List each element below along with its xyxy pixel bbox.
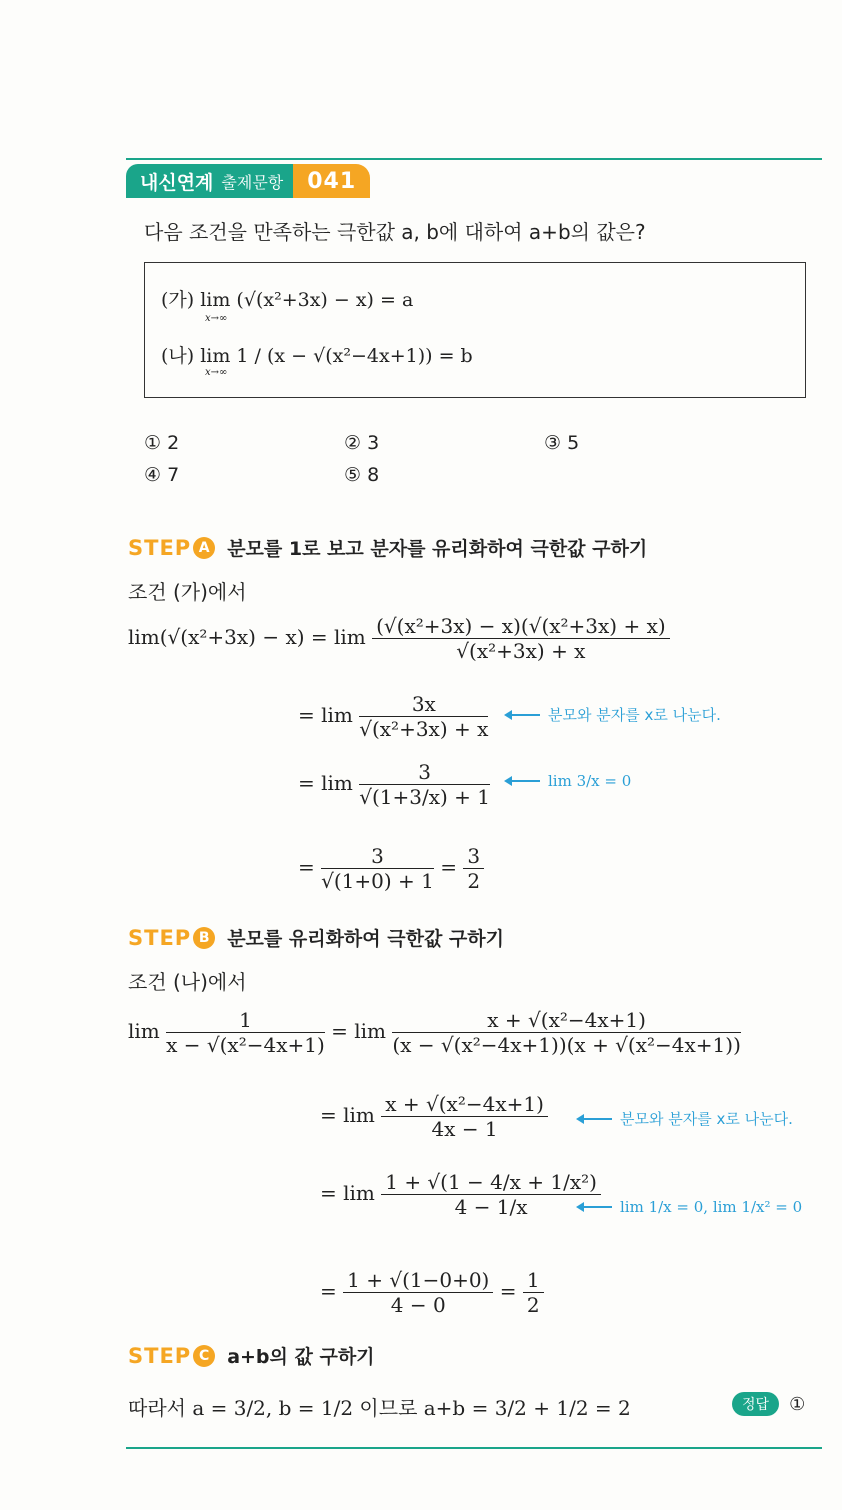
choice-4[interactable]: ④ 7 (144, 464, 180, 486)
condition-ga (161, 285, 413, 312)
step-a-line3-num: 3 (359, 760, 490, 785)
step-b-letter: B (193, 927, 215, 949)
answer (732, 1392, 805, 1416)
step-b-note2 (578, 1198, 802, 1216)
step-b-line3-den: 4 − 1/x (454, 1195, 528, 1219)
step-b-line1-num: x + √(x²−4x+1) (392, 1008, 741, 1033)
step-b-line1-lden: x − √(x²−4x+1) (166, 1033, 325, 1057)
step-b-line3: = lim $\frac{\text{1 + √(1 − 4/x + 1/x²)}}{4 - 1/x}$ (320, 1170, 601, 1219)
tag-label (126, 164, 293, 198)
step-a-line1-den: √(x²+3x) + x (456, 639, 586, 663)
tag-label-normal: 출제문항 (221, 172, 284, 192)
step-a-intro: 조건 (가)에서 (128, 580, 247, 604)
step-b-line3-num: 1 + √(1 − 4/x + 1/x²) (381, 1170, 601, 1195)
step-b-heading (128, 924, 504, 951)
question-text: 다음 조건을 만족하는 극한값 a, b에 대하여 a+b의 값은? (144, 220, 646, 244)
step-b-line2-num: x + √(x²−4x+1) (381, 1092, 548, 1117)
step-c-title: a+b의 값 구하기 (227, 1346, 375, 1368)
step-c-letter: C (193, 1345, 215, 1367)
step-b-line4-res-den: 2 (526, 1293, 540, 1317)
step-b-line1-lnum: 1 (166, 1008, 325, 1033)
choice-1[interactable]: ① 2 (144, 432, 180, 454)
step-b-line4-num: 1 + √(1−0+0) (343, 1268, 493, 1293)
step-a-line3-frac (359, 760, 490, 809)
step-b-line4-frac (343, 1268, 493, 1317)
step-a-letter: A (193, 537, 215, 559)
step-b-line1-den: (x − √(x²−4x+1))(x + √(x²−4x+1)) (392, 1033, 741, 1057)
step-b-line2-frac (381, 1092, 548, 1141)
step-c-conclusion: 따라서 a = 3/2, b = 1/2 이므로 a+b = 3/2 + 1/2 = 2 (128, 1396, 631, 1420)
answer-value: ① (789, 1393, 806, 1415)
answer-badge: 정답 (732, 1392, 779, 1416)
step-b-line1: lim $\frac{1}{\text{x − √(x²−4x+1)}}$ = lim $\frac{\text{x + √(x²−4x+1)}}{\text{(x − √(x²−4x+1))(x + √(x²−4x+1))}}$ (128, 1008, 741, 1057)
step-b-line2-den: 4x − 1 (431, 1117, 498, 1141)
step-a-line4-result (463, 844, 484, 893)
step-a-line4-num: 3 (321, 844, 434, 869)
step-a-note2 (506, 772, 631, 790)
step-a-line4-res-num: 3 (463, 844, 484, 869)
step-a-line1-left: lim(√(x²+3x) − x) = lim (128, 625, 366, 649)
condition-na-lim-sub: x→∞ (205, 367, 228, 378)
step-a-line3-den: √(1+3/x) + 1 (359, 785, 491, 809)
step-a-line1-num: (√(x²+3x) − x)(√(x²+3x) + x) (372, 614, 670, 639)
condition-na (161, 341, 473, 368)
step-b-line3-frac (381, 1170, 601, 1219)
step-c-word: STEP (128, 1343, 192, 1368)
problem-tag (126, 164, 370, 198)
step-b-word: STEP (128, 925, 192, 950)
step-b-line1-left-frac (166, 1008, 325, 1057)
step-a-note1 (506, 704, 721, 725)
arrow-left-icon (506, 780, 540, 782)
step-b-line1-frac (392, 1008, 741, 1057)
step-b-note1 (578, 1108, 793, 1129)
step-a-note1-text: 분모와 분자를 x로 나눈다. (548, 706, 721, 724)
step-b-intro: 조건 (나)에서 (128, 970, 247, 994)
choice-5[interactable]: ⑤ 8 (344, 464, 380, 486)
bottom-rule (126, 1447, 822, 1449)
step-a-line2-frac (359, 692, 488, 741)
step-a-line1-frac (372, 614, 670, 663)
step-b-note1-text: 분모와 분자를 x로 나눈다. (620, 1110, 793, 1128)
step-a-note2-text: lim 3/x = 0 (548, 772, 632, 790)
condition-na-text: (나) lim 1 / (x − √(x²−4x+1)) = b (161, 345, 473, 367)
arrow-left-icon (506, 714, 540, 716)
condition-box (144, 262, 806, 398)
step-b-line4-den: 4 − 0 (390, 1293, 446, 1317)
step-a-line2-den: √(x²+3x) + x (359, 717, 489, 741)
condition-ga-text: (가) lim (√(x²+3x) − x) = a (161, 289, 414, 311)
step-a-line2: = lim $\frac{3x}{\text{√(x²+3x) + x}}$ (298, 692, 489, 741)
step-a-line2-num: 3x (359, 692, 488, 717)
step-a-title: 분모를 1로 보고 분자를 유리화하여 극한값 구하기 (227, 538, 648, 560)
condition-ga-lim-sub: x→∞ (205, 313, 228, 324)
step-b-line4-result (523, 1268, 544, 1317)
step-a-line4-den: √(1+0) + 1 (321, 869, 434, 893)
step-a-line4-frac (321, 844, 434, 893)
arrow-left-icon (578, 1206, 612, 1208)
step-c-heading (128, 1342, 375, 1369)
step-a-line4-res-den: 2 (467, 869, 481, 893)
arrow-left-icon (578, 1118, 612, 1120)
step-a-line1 (128, 614, 670, 663)
choice-3[interactable]: ③ 5 (544, 432, 580, 454)
top-rule (126, 158, 822, 160)
step-a-line4: = $\frac{3}{√(1+0) + 1}$ = $\frac{3}{2}$ (298, 844, 484, 893)
problem-number: 041 (293, 164, 370, 198)
step-b-line2: = lim $\frac{\text{x + √(x²−4x+1)}}{4x - 1}$ (320, 1092, 548, 1141)
step-b-title: 분모를 유리화하여 극한값 구하기 (227, 928, 504, 950)
step-b-note2-text: lim 1/x = 0, lim 1/x² = 0 (620, 1198, 803, 1216)
tag-label-bold: 내신연계 (140, 171, 214, 194)
step-a-line3: = lim $\frac{3}{√(1+3/x) + 1}$ (298, 760, 491, 809)
step-b-line4: = $\frac{1 + √(1-0+0)}{4 - 0}$ = $\frac{1}{2}$ (320, 1268, 544, 1317)
step-a-heading (128, 534, 647, 561)
step-b-line4-res-num: 1 (523, 1268, 544, 1293)
choice-2[interactable]: ② 3 (344, 432, 380, 454)
step-a-word: STEP (128, 535, 192, 560)
